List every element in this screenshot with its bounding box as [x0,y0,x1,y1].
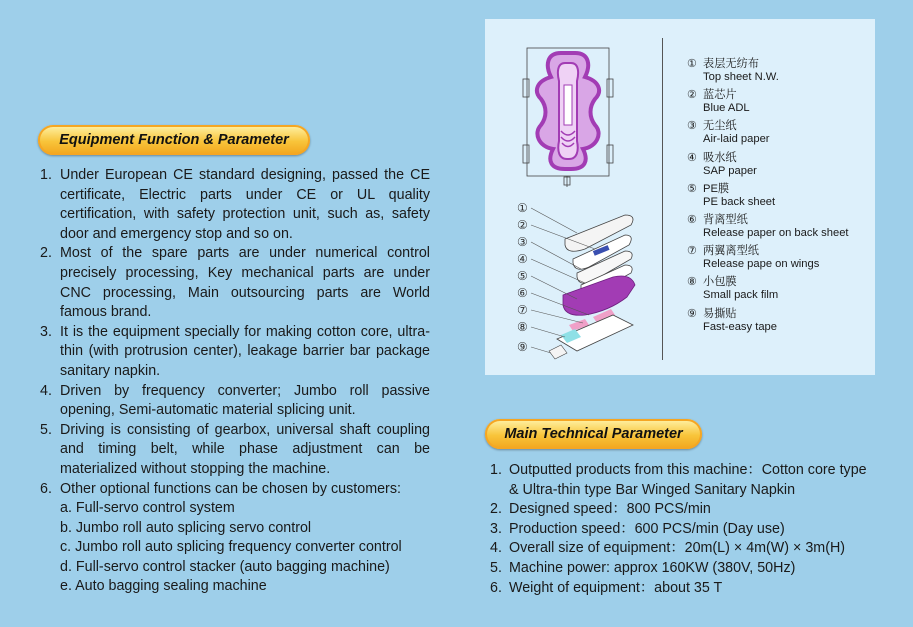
function-item: 6. Other optional functions can be chosen by customers: [40,480,430,500]
legend-item: ⑤ PE膜 PE back sheet [687,182,776,208]
function-item-text: Most of the spare parts are under numerical control precisely processing, Key mechanical parts are under CNC processing, Main outsourcing parts are World famous brand. [60,245,430,321]
tech-item-text: Machine power: approx 160KW (380V, 50Hz) [509,559,796,576]
layer-marker: ⑨ [517,340,528,354]
layer-marker: ④ [517,252,528,266]
tech-item-text: Outputted products from this machine：Cotton core type & Ultra-thin type Bar Winged Sanitary Napkin [509,462,867,498]
legend-item: ④ 吸水纸 SAP paper [687,151,757,177]
napkin-diagram [485,19,665,375]
legend-item: ② 蓝芯片 Blue ADL [687,89,750,115]
tech-item: 6. Weight of equipment：about 35 T [490,579,870,599]
option-item: a. Full-servo control system [60,500,235,517]
legend-item: ① 表层无纺布 Top sheet N.W. [687,58,779,83]
function-item-text: Other optional functions can be chosen by customers: [60,480,401,497]
function-section-title: Equipment Function & Parameter [38,125,310,155]
legend-item: ③ 无尘纸 Air-laid paper [687,120,770,146]
layer-marker: ② [517,218,528,232]
tech-section-title: Main Technical Parameter [485,419,702,449]
tech-item: 1. Outputted products from this machine：Cotton core type & Ultra-thin type Bar Winged Sanitary Napkin [490,461,870,500]
layer-marker: ① [517,201,528,215]
function-item: 4. Driven by frequency converter; Jumbo roll passive opening, Semi-automatic material splicing unit. [40,382,430,421]
tech-item: 3. Production speed：600 PCS/min (Day use) [490,520,870,540]
function-item: 2. Most of the spare parts are under numerical control precisely processing, Key mechanical parts are under CNC processing, Main outsourcing parts are World famous brand. [40,244,430,322]
function-item: 5. Driving is consisting of gearbox, universal shaft coupling and timing belt, while phase adjustment can be materialized without stopping the machine. [40,421,430,480]
option-item: d. Full-servo control stacker (auto bagging machine) [60,558,390,575]
function-item-text: Under European CE standard designing, passed the CE certificate, Electric parts under CE or UL quality certification, with safety protection unit, such as, safety door and emergency stop and so on. [60,167,430,242]
layer-marker: ⑤ [517,269,528,283]
napkin-top-view [523,48,613,187]
tech-item-text: Overall size of equipment：20m(L) × 4m(W) × 3m(H) [509,540,846,557]
function-item-text: It is the equipment specially for making cotton core, ultra-thin (with protrusion center), leakage barrier bar package sanitary napkin. [60,323,430,379]
layer-legend [687,58,849,339]
function-item: 1. Under European CE standard designing, passed the CE certificate, Electric parts under CE or UL quality certification, with safety protection unit, such as, safety door and emergency stop and so on. [40,166,430,244]
layer-marker: ⑦ [517,303,528,317]
layer-markers [517,201,528,354]
legend-item: ⑦ 两翼离型纸 Release pape on wings [687,245,820,271]
legend-item: ⑨ 易撕贴 Fast-easy tape [687,307,777,333]
option-item: c. Jumbo roll auto splicing frequency converter control [60,539,402,556]
tech-list [490,461,870,598]
function-item-text: Driven by frequency converter; Jumbo roll passive opening, Semi-automatic material splicing unit. [60,382,430,419]
layer-marker: ⑧ [517,320,528,334]
tech-item: 4. Overall size of equipment：20m(L) × 4m(W) × 3m(H) [490,539,870,559]
function-item-text: Driving is consisting of gearbox, universal shaft coupling and timing belt, while phase adjustment can be materialized without stopping the machine. [60,421,430,477]
tech-item: 2. Designed speed：800 PCS/min [490,500,870,520]
option-item: b. Jumbo roll auto splicing servo control [60,519,312,536]
option-item: e. Auto bagging sealing machine [60,578,267,595]
tech-item-text: Designed speed：800 PCS/min [509,501,711,518]
function-item: 3. It is the equipment specially for making cotton core, ultra-thin (with protrusion center), leakage barrier bar package sanitary napkin. [40,323,430,382]
tech-item: 5. Machine power: approx 160KW (380V, 50Hz) [490,559,870,579]
layer-marker: ⑥ [517,286,528,300]
tech-item-text: Weight of equipment：about 35 T [509,579,723,596]
divider-line [662,38,663,360]
tech-item-text: Production speed：600 PCS/min (Day use) [509,520,785,537]
legend-item: ⑧ 小包膜 Small pack film [687,276,779,302]
layer-marker: ③ [517,235,528,249]
legend-item: ⑥ 背离型纸 Release paper on back sheet [687,213,849,239]
function-list [40,166,430,597]
